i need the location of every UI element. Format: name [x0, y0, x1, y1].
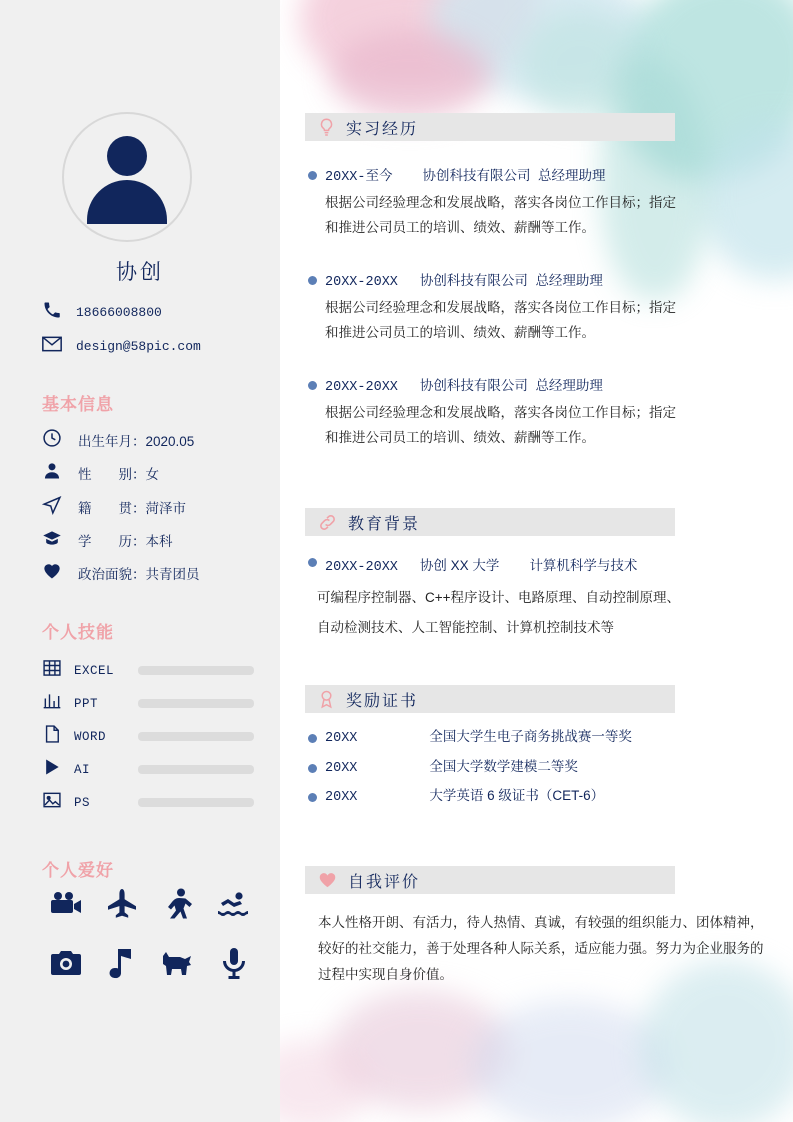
play-icon [42, 757, 62, 782]
person-icon [42, 461, 62, 484]
education-period: 20XX-20XX [325, 560, 398, 575]
section-title-hobbies: 个人爱好 [42, 861, 114, 880]
video-camera-icon [49, 890, 83, 923]
education-major: 计算机科学与技术 [529, 558, 638, 573]
graduation-icon [42, 528, 62, 551]
skill-bar-ppt [138, 699, 254, 708]
phone-icon [42, 300, 62, 325]
internship-2-desc-line1: 根据公司经验理念和发展战略，落实各岗位工作目标；指定 [325, 300, 676, 315]
info-row-education [42, 528, 173, 551]
lightbulb-icon [319, 118, 334, 137]
internship-1-desc-line2: 和推进公司员工的培训、绩效、薪酬等工作。 [325, 220, 595, 235]
document-icon [42, 724, 62, 749]
sidebar [0, 0, 280, 1122]
info-row-hometown [42, 495, 186, 518]
skill-bar-ai [138, 765, 254, 774]
internship-1-period: 20XX-至今 [325, 170, 393, 185]
section-title-education: 教育背景 [348, 515, 421, 533]
award-2-name: 全国大学数学建模二等奖 [429, 759, 578, 774]
internship-3-company: 协创科技有限公司 [419, 378, 528, 393]
skill-bar-excel [138, 666, 254, 675]
avatar-head-shape [107, 136, 147, 176]
internship-3-position: 总经理助理 [535, 378, 603, 393]
skill-label-ai: AI [74, 762, 91, 777]
info-birth-label: 出生年月：2020.05 [78, 433, 195, 449]
award-1-name: 全国大学生电子商务挑战赛一等奖 [429, 729, 632, 744]
avatar-figure [84, 134, 170, 220]
education-courses-line1: 可编程序控制器、C++程序设计、电路原理、自动控制原理、 [317, 590, 681, 605]
info-political-label: 政治面貌：共青团员 [78, 566, 200, 582]
internship-1-company: 协创科技有限公司 [422, 168, 531, 183]
envelope-icon [42, 336, 62, 357]
main-content [280, 0, 793, 1122]
section-title-awards: 奖励证书 [346, 692, 419, 710]
table-icon [42, 658, 62, 683]
internship-2-position: 总经理助理 [535, 273, 603, 288]
location-icon [42, 495, 62, 518]
internship-1-desc-line1: 根据公司经验理念和发展战略，落实各岗位工作目标；指定 [325, 195, 676, 210]
internship-3-desc-line1: 根据公司经验理念和发展战略，落实各岗位工作目标；指定 [325, 405, 676, 420]
internship-2-company: 协创科技有限公司 [419, 273, 528, 288]
internship-2-period: 20XX-20XX [325, 275, 398, 290]
skill-row-ai [42, 757, 254, 782]
info-hometown-label: 籍 贯：菏泽市 [78, 500, 186, 516]
avatar [62, 112, 192, 242]
skill-row-ppt [42, 691, 254, 716]
airplane-icon [106, 888, 138, 925]
education-school: 协创 XX 大学 [419, 558, 500, 573]
avatar-body-shape [87, 180, 167, 224]
skill-label-ppt: PPT [74, 696, 99, 711]
section-title-skills: 个人技能 [42, 623, 114, 642]
music-note-icon [108, 947, 136, 984]
section-title-self-evaluation: 自我评价 [348, 873, 421, 891]
email-value: design@58pic.com [76, 339, 201, 354]
skill-label-ps: PS [74, 795, 91, 810]
heart-icon [42, 561, 62, 584]
hobby-grid [38, 888, 262, 984]
running-icon [163, 888, 193, 925]
info-row-gender [42, 461, 159, 484]
internship-2-desc-line2: 和推进公司员工的培训、绩效、薪酬等工作。 [325, 325, 595, 340]
info-gender-label: 性 别：女 [78, 466, 159, 482]
education-courses-line2: 自动检测技术、人工智能控制、计算机控制技术等 [317, 620, 614, 635]
self-evaluation-text: 本人性格开朗、有活力，待人热情、真诚，有较强的组织能力、团体精神，较好的社交能力，善于处理各种人际关系，适应能力强。努力为企业服务的过程中实现自身价值。 [318, 915, 764, 982]
contact-email [42, 336, 201, 357]
skill-row-excel [42, 658, 254, 683]
info-education-label: 学 历：本科 [78, 533, 173, 549]
section-header-internship [305, 113, 675, 141]
microphone-icon [222, 947, 246, 984]
award-3-name: 大学英语 6 级证书（CET-6） [429, 788, 605, 803]
info-row-birth [42, 428, 194, 451]
internship-3-period: 20XX-20XX [325, 380, 398, 395]
candidate-name: 协创 [116, 261, 164, 284]
section-title-internship: 实习经历 [346, 120, 419, 138]
skill-bar-word [138, 732, 254, 741]
contact-phone [42, 300, 162, 325]
camera-icon [50, 949, 82, 982]
clock-icon [42, 428, 62, 451]
dog-icon [161, 950, 195, 981]
skill-label-excel: EXCEL [74, 663, 115, 678]
skill-label-word: WORD [74, 729, 107, 744]
chart-icon [42, 691, 62, 716]
award-2-year: 20XX [325, 761, 358, 776]
info-row-political [42, 561, 200, 584]
award-3-year: 20XX [325, 790, 358, 805]
swimming-icon [217, 890, 251, 923]
award-1-year: 20XX [325, 731, 358, 746]
skill-row-ps [42, 790, 254, 815]
skill-row-word [42, 724, 254, 749]
phone-value: 18666008800 [76, 305, 162, 320]
internship-3-desc-line2: 和推进公司员工的培训、绩效、薪酬等工作。 [325, 430, 595, 445]
image-icon [42, 790, 62, 815]
skill-bar-ps [138, 798, 254, 807]
internship-1-position: 总经理助理 [538, 168, 606, 183]
section-title-basic: 基本信息 [42, 395, 114, 414]
